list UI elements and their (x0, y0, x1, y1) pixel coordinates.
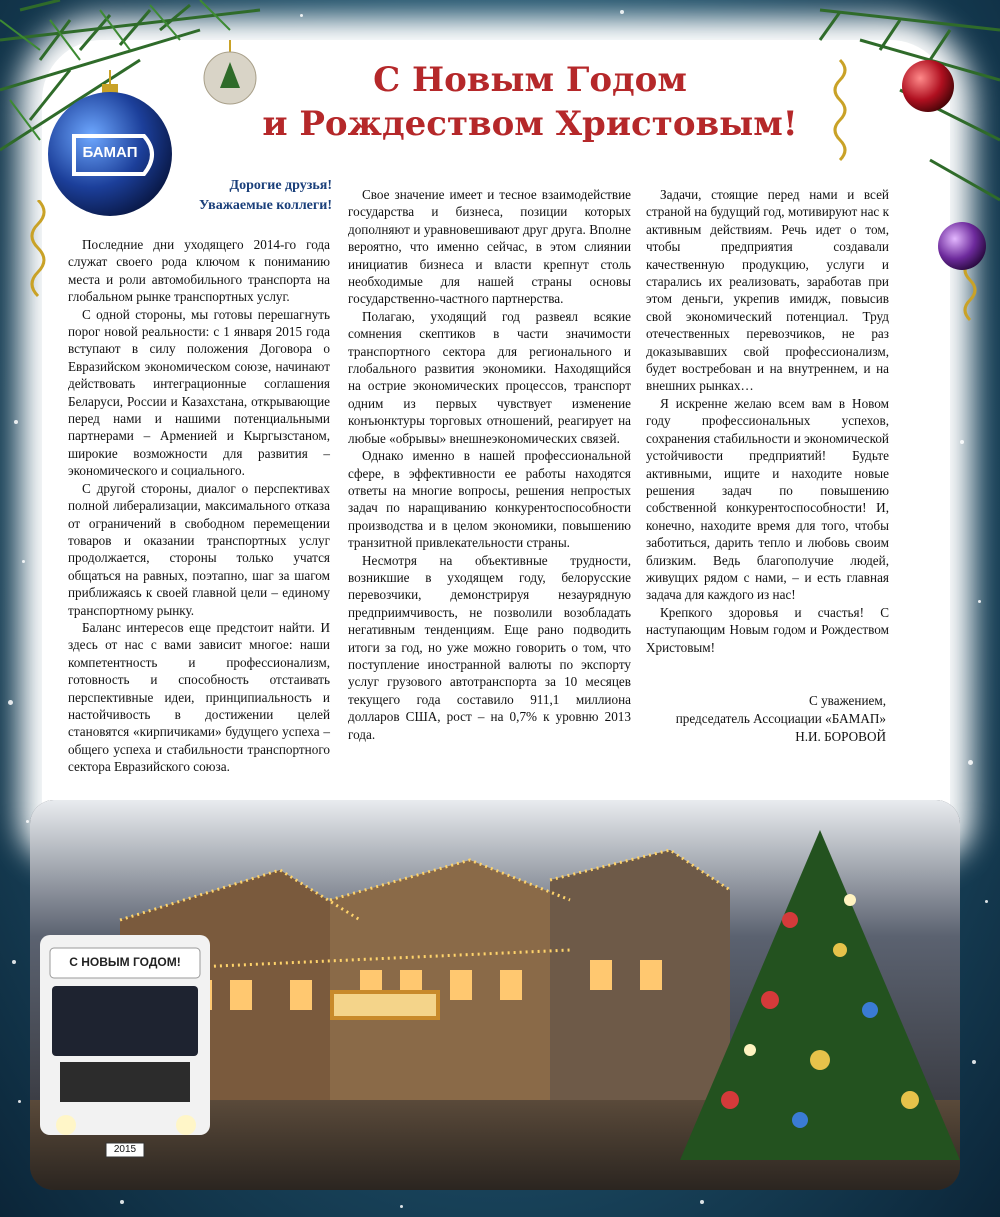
paragraph: Крепкого здоровья и счастья! С наступающим Новым годом и Рождеством Христовым! (646, 604, 889, 655)
truck-sign: С НОВЫМ ГОДОМ! (69, 955, 181, 969)
paragraph: Последние дни уходящего 2014-го года служат своего рода ключом к пониманию места и роли автомобильного транспорта на глобальном рынке транспортных услуг. (68, 237, 330, 305)
paragraph: Я искренне желаю всем вам в Новом году профессиональных успехов, сохранения стабильности и экономической устойчивости предприятий! Будьте активными, ищите и находите новые решения задач по повышению собственной конкурентоспособности! И, конечно, находите время для того, чтобы заботиться, дарить тепло и любовь своим близким. Ведь благополучие людей, живущих рядом с нами, – и есть главная задача для каждого из нас! (646, 395, 889, 603)
greeting-line-1: Дорогие друзья! (229, 178, 332, 193)
title-line-2: и Рождеством Христовым! (262, 104, 798, 144)
signature-line-3: Н.И. БОРОВОЙ (795, 729, 886, 744)
title-line-1: С Новым Годом (373, 60, 687, 100)
signature (646, 692, 886, 746)
greeting-line-2: Уважаемые коллеги! (199, 198, 332, 213)
article-column-2 (348, 186, 631, 743)
paragraph: Баланс интересов еще предстоит найти. И здесь от нас с вами зависит многое: наши компетентность и профессионализм, готовность и способность отстаивать перспективные идеи, принципиальность и настойчивость в достижении целей становятся «кирпичиками» будущего успеха – общего успеха и стабильности транспортного сектора Евразийского союза. (68, 619, 330, 775)
paragraph: Задачи, стоящие перед нами и всей страной на будущий год, мотивируют нас к активным действиям. Речь идет о том, чтобы предприятия создавали качественную продукцию, услуги и старались их реализовать, заработав при этом деньги, укрепив имидж, повысив свой экономический потенциал. Труд отечественных перевозчиков, не раз доказывавших свой профессионализм, будет востребован и на внутреннем, и на внешних рынках… (646, 187, 889, 394)
logo-text: БАМАП (82, 144, 138, 161)
signature-line-2: председатель Ассоциации «БАМАП» (675, 711, 886, 726)
paragraph: С одной стороны, мы готовы перешагнуть порог новой реальности: с 1 января 2015 года вступают в силу положения Договора о Евразийском экономическом союзе, начинают действовать интеграционные соглашения Беларуси, России и Казахстана, открывающие перед нами и нашими потенциальными партнерами – Арменией и Кыргызстаном, широкие возможности для развития – экономического и социального. (68, 306, 330, 479)
article-column-3 (646, 186, 889, 656)
paragraph: Полагаю, уходящий год развеял всякие сомнения скептиков в части значимости транспортного сектора для регионального и глобального развития экономики. Находящийся на острие экономических процессов, транспорт одним из первых чувствует изменение конъюнктуры торговых отношений, реагирует на любые «обрывы» внешнеэкономических связей. (348, 308, 631, 446)
street-scene-illustration (30, 800, 960, 1190)
paragraph: Однако именно в нашей профессиональной сфере, в эффективности ее работы находятся ответы на многие вопросы, решения непростых задач по наращиванию конкурентоспособности производства и в целом экономики, повышению транзитной привлекательности страны. (348, 448, 631, 551)
page-title (180, 58, 880, 146)
article-column-1 (68, 236, 330, 776)
christmas-street-photo (30, 800, 960, 1190)
gold-ribbon-left (18, 200, 58, 320)
paragraph: С другой стороны, диалог о перспективах полной либерализации, максимального отказа от ограничений в свободном перемещении товаров и оказании транспортных услуг продолжается, стороны только учатся общаться на равных, поэтапно, шаг за шагом приближаясь к своей главной цели – единому транспортному рынку. (68, 480, 330, 618)
paragraph: Свое значение имеет и тесное взаимодействие государства и бизнеса, позиции которых дополняют и уравновешивают друг друга. Вполне вероятно, что именно сейчас, в этом слиянии инициатив бизнеса и власти крепнут столь необходимые для нашей страны основы государственно-частного партнерства. (348, 187, 631, 307)
greeting (68, 176, 332, 216)
paragraph: Несмотря на объективные трудности, возникшие в уходящем году, белорусские перевозчики, демонстрируя незаурядную предприимчивость, не позволили возобладать негативным тенденциям. Еще рано подводить итоги за год, но уже можно говорить о том, что поступление иностранной валюты по экспорту услуг грузового автотранспорта за 10 месяцев текущего года составило 911,1 миллиона долларов США, рост – на 0,7% к уровню 2013 года. (348, 552, 631, 742)
truck-plate: 2015 (113, 1144, 137, 1155)
signature-line-1: С уважением, (809, 693, 886, 708)
